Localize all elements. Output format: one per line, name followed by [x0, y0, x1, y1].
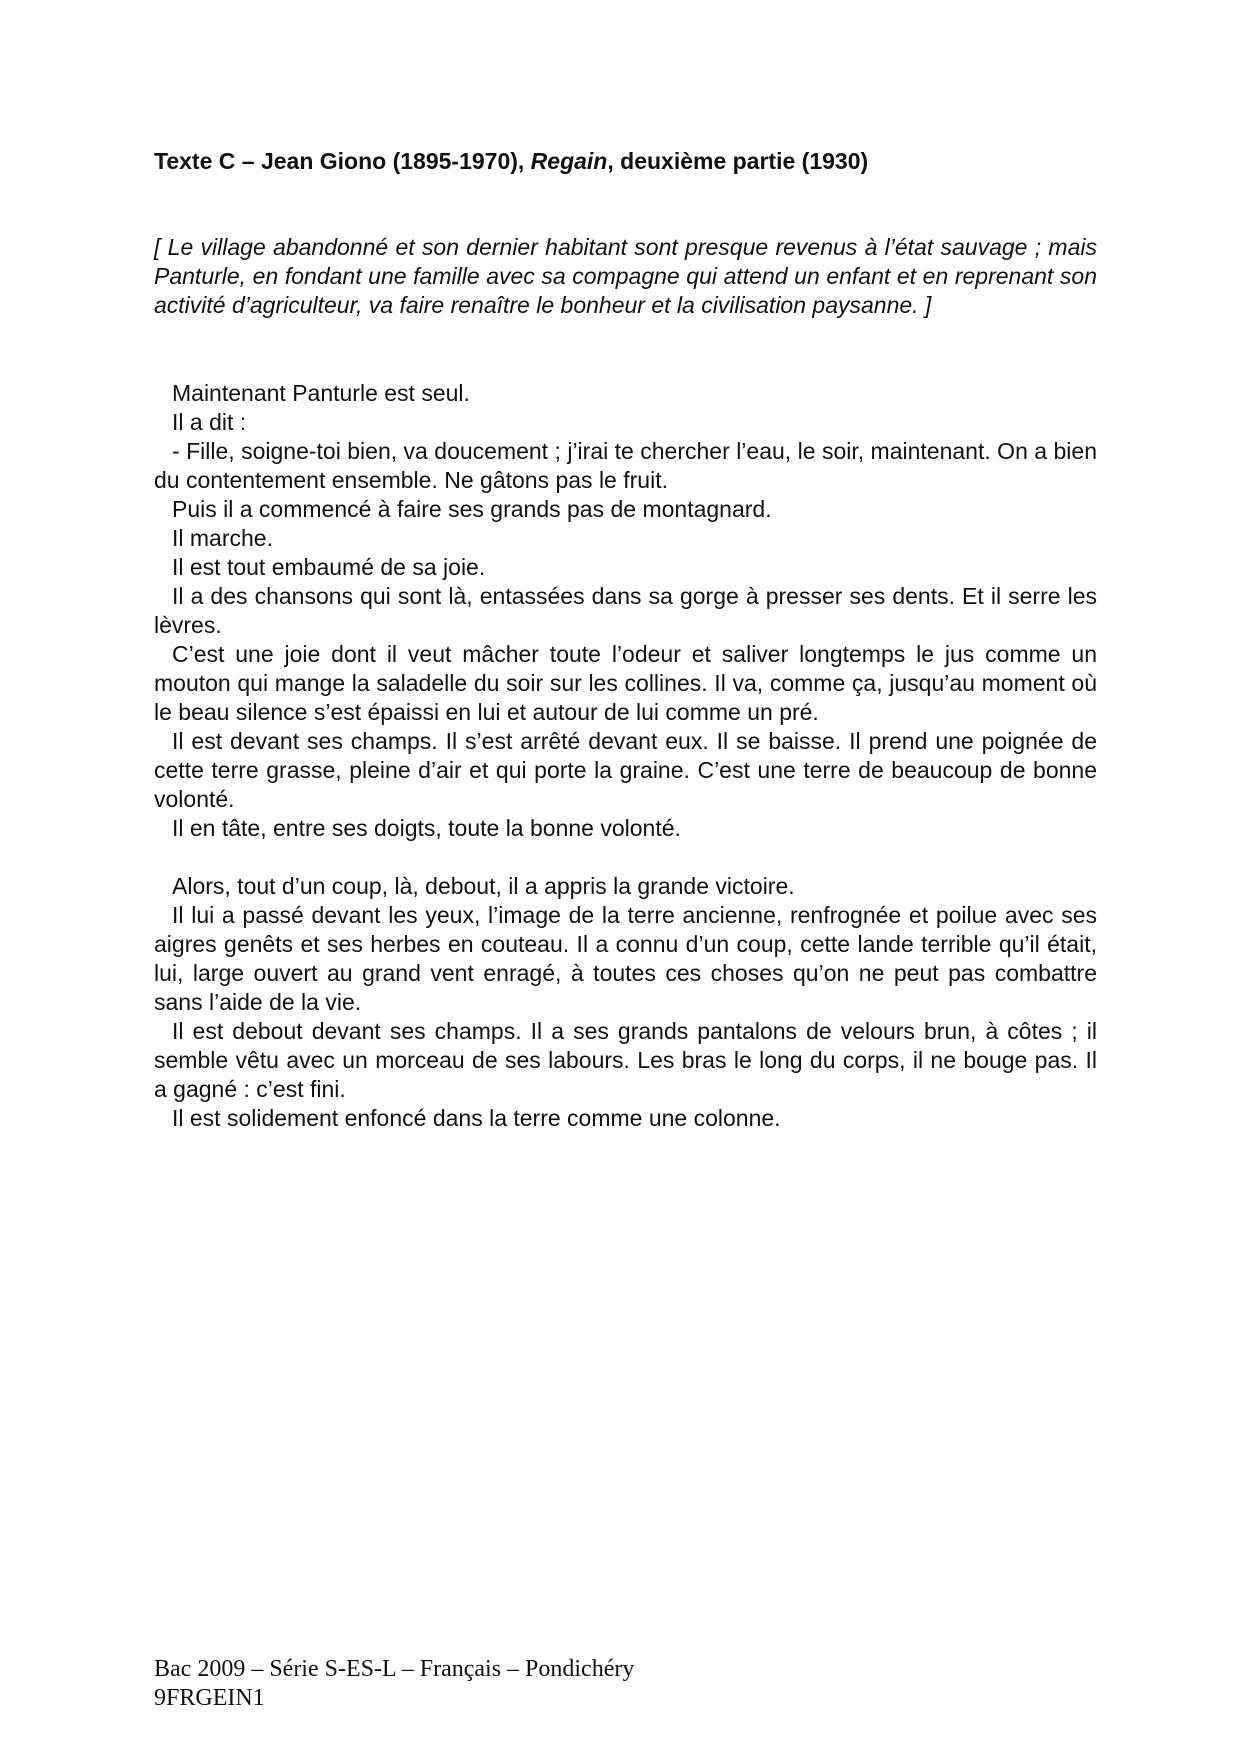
title-work: Regain — [530, 148, 608, 174]
paragraph: Il lui a passé devant les yeux, l’image de la terre ancienne, renfrognée et poilue avec ses aigres genêts et ses herbes en couteau. Il a connu d’un coup, cette lande terrible qu’il était, lui, large ouvert au grand vent enragé, à toutes ces choses qu’on ne peut pas combattre sans l’aide de la vie. — [154, 902, 1097, 1015]
paragraph: Il a dit : — [172, 409, 247, 435]
paragraph: Il en tâte, entre ses doigts, toute la bonne volonté. — [172, 815, 681, 841]
paragraph: C’est une joie dont il veut mâcher toute l’odeur et saliver longtemps le jus comme un mouton qui mange la saladelle du soir sur les collines. Il va, comme ça, jusqu’au moment où le beau silence s’est épaissi en lui et autour de lui comme un pré. — [154, 641, 1097, 725]
paragraph: Il a des chansons qui sont là, entassées dans sa gorge à presser ses dents. Et il serre les lèvres. — [154, 583, 1097, 638]
paragraph: Puis il a commencé à faire ses grands pas de montagnard. — [172, 496, 772, 522]
paragraph: Il est debout devant ses champs. Il a ses grands pantalons de velours brun, à côtes ; il semble vêtu avec un morceau de ses labours. Les bras le long du corps, il ne bouge pas. Il a gagné : c’est fini. — [154, 1018, 1097, 1102]
paragraph: Il est tout embaumé de sa joie. — [172, 554, 486, 580]
paragraph: Alors, tout d’un coup, là, debout, il a appris la grande victoire. — [172, 873, 795, 899]
intro-summary: [ Le village abandonné et son dernier habitant sont presque revenus à l’état sauvage ; mais Panturle, en fondant une famille avec sa compagne qui attend un enfant et en reprenant son activité d’agriculteur, va faire renaître le bonheur et la civilisation paysanne. ] — [154, 234, 1097, 318]
page-footer — [154, 1655, 634, 1713]
paragraph: - Fille, soigne-toi bien, va doucement ; j’irai te chercher l’eau, le soir, maintenant. On a bien du contentement ensemble. Ne gâtons pas le fruit. — [154, 438, 1097, 493]
paragraph: Maintenant Panturle est seul. — [172, 380, 470, 406]
footer-exam-line: Bac 2009 – Série S-ES-L – Français – Pondichéry — [154, 1656, 635, 1682]
excerpt-body — [154, 379, 1097, 1133]
title-prefix: Texte C – Jean Giono (1895-1970), — [154, 148, 531, 174]
paragraph: Il est devant ses champs. Il s’est arrêté devant eux. Il se baisse. Il prend une poignée de cette terre grasse, pleine d’air et qui porte la graine. C’est une terre de beaucoup de bonne volonté. — [154, 728, 1097, 812]
paragraph: Il marche. — [172, 525, 273, 551]
document-title — [154, 146, 1094, 176]
paragraph: Il est solidement enfoncé dans la terre comme une colonne. — [172, 1105, 781, 1131]
footer-code: 9FRGEIN1 — [154, 1685, 265, 1711]
title-suffix: , deuxième partie (1930) — [607, 148, 869, 174]
